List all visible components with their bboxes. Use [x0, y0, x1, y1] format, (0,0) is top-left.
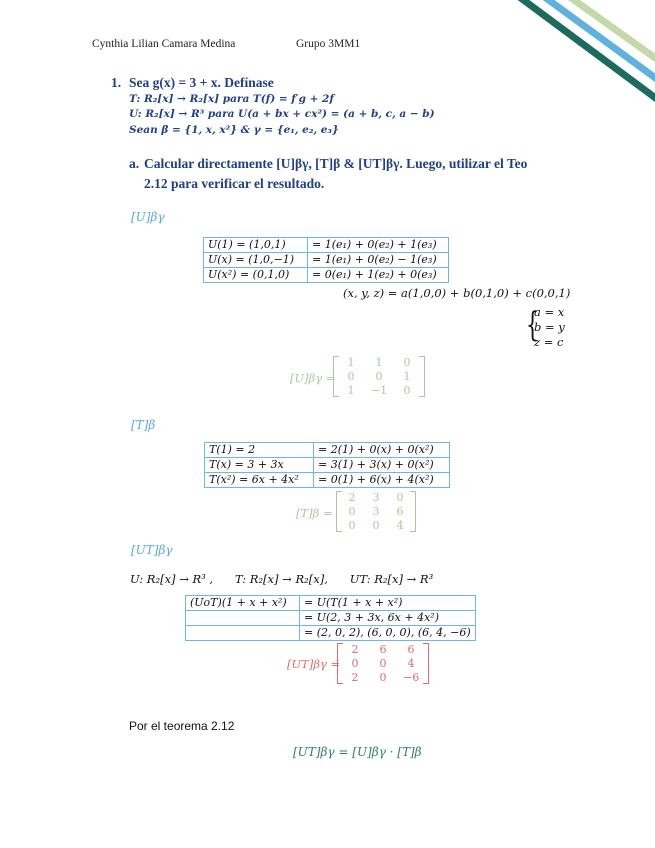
- table-cell: = 1(e₁) + 0(e₂) − 1(e₃): [308, 253, 449, 268]
- matrix-entry: 3: [372, 505, 380, 518]
- part-a-label: a.: [129, 156, 140, 171]
- matrix-T-label: [T]β =: [296, 506, 333, 520]
- section-UT-heading: [UT]βγ: [131, 543, 173, 557]
- matrix-entry: 4: [407, 657, 415, 670]
- matrix-UT-label: [UT]βγ =: [287, 657, 341, 671]
- table-cell: T(x) = 3 + 3x: [205, 458, 314, 473]
- matrix-entry: 3: [372, 491, 380, 504]
- system-eq-1: a = x: [534, 305, 565, 319]
- table-cell: U(x) = (1,0,−1): [204, 253, 308, 268]
- table-cell: = 0(1) + 6(x) + 4(x²): [314, 473, 450, 488]
- definition-bases: Sean β = {1, x, x²} & γ = {e₁, e₂, e₃}: [129, 124, 339, 136]
- matrix-UT: [337, 643, 429, 684]
- section-T-heading: [T]β: [131, 418, 156, 432]
- matrix-entry: 0: [379, 671, 387, 684]
- section-U-heading: [U]βγ: [131, 210, 165, 224]
- T-images-table: [204, 442, 450, 488]
- matrix-entry: 2: [348, 491, 356, 504]
- brace-icon: {: [526, 305, 539, 345]
- table-cell: = (2, 0, 2), (6, 0, 0), (6, 4, −6): [300, 626, 476, 641]
- matrix-entry: 0: [347, 370, 355, 383]
- table-cell: [186, 626, 300, 641]
- matrix-entry: 0: [396, 491, 404, 504]
- problem-number: 1.: [111, 75, 122, 90]
- system-eq-3: z = c: [534, 335, 564, 349]
- matrix-entry: 6: [379, 643, 387, 656]
- matrix-entry: 4: [396, 519, 404, 532]
- matrix-entry: 1: [375, 356, 383, 369]
- theorem-equation: [UT]βγ = [U]βγ · [T]β: [293, 745, 422, 759]
- matrix-entry: 0: [375, 370, 383, 383]
- UT-composition-table: [185, 595, 476, 641]
- table-cell: = 3(1) + 3(x) + 0(x²): [314, 458, 450, 473]
- table-row: [186, 626, 476, 641]
- problem-statement: Sea g(x) = 3 + x. Defínase: [129, 75, 274, 90]
- table-row: [204, 253, 449, 268]
- matrix-U-label: [U]βγ =: [290, 371, 336, 385]
- table-cell: = 0(e₁) + 1(e₂) + 0(e₃): [308, 268, 449, 283]
- part-a-text-line2: 2.12 para verificar el resultado.: [144, 176, 325, 191]
- matrix-entry: 2: [351, 671, 359, 684]
- table-cell: (UoT)(1 + x + x²): [186, 596, 300, 611]
- system-eq-2: b = y: [534, 320, 565, 334]
- table-cell: = U(T(1 + x + x²): [300, 596, 476, 611]
- matrix-entry: 0: [403, 384, 411, 397]
- U-images-table: [203, 237, 449, 283]
- matrix-entry: 2: [351, 643, 359, 656]
- linear-combination: (x, y, z) = a(1,0,0) + b(0,1,0) + c(0,0,1): [343, 286, 571, 300]
- matrix-entry: 1: [403, 370, 411, 383]
- table-row: [205, 443, 450, 458]
- definition-U: U: R₂[x] → R³ para U(a + bx + cx²) = (a + b, c, a − b): [129, 108, 435, 120]
- theorem-intro: Por el teorema 2.12: [129, 719, 235, 733]
- table-cell: [186, 611, 300, 626]
- matrix-U: [333, 356, 425, 397]
- matrix-entry: 0: [403, 356, 411, 369]
- matrix-entry: −6: [403, 671, 420, 684]
- table-cell: = 1(e₁) + 0(e₂) + 1(e₃): [308, 238, 449, 253]
- matrix-T: [336, 491, 416, 532]
- matrix-entry: 1: [347, 384, 355, 397]
- table-row: [205, 458, 450, 473]
- maps-line: U: R₂[x] → R³ , T: R₂[x] → R₂[x], UT: R₂[x] → R³: [130, 572, 434, 586]
- matrix-entry: 0: [348, 519, 356, 532]
- definition-T: T: R₂[x] → R₂[x] para T(f) = f′g + 2f: [129, 93, 334, 105]
- author-name: Cynthia Lilian Camara Medina: [92, 38, 236, 50]
- group-label: Grupo 3MM1: [296, 38, 361, 50]
- matrix-entry: 0: [372, 519, 380, 532]
- table-cell: T(1) = 2: [205, 443, 314, 458]
- matrix-entry: −1: [371, 384, 388, 397]
- table-cell: = U(2, 3 + 3x, 6x + 4x²): [300, 611, 476, 626]
- table-row: [205, 473, 450, 488]
- matrix-entry: 1: [347, 356, 355, 369]
- matrix-entry: 6: [396, 505, 404, 518]
- table-cell: U(1) = (1,0,1): [204, 238, 308, 253]
- matrix-entry: 0: [351, 657, 359, 670]
- table-row: [204, 268, 449, 283]
- matrix-entry: 0: [379, 657, 387, 670]
- part-a-text-line1: Calcular directamente [U]βγ, [T]β & [UT]βγ. Luego, utilizar el Teo: [144, 156, 528, 171]
- table-row: [186, 611, 476, 626]
- table-row: [204, 238, 449, 253]
- table-cell: = 2(1) + 0(x) + 0(x²): [314, 443, 450, 458]
- matrix-entry: 6: [407, 643, 415, 656]
- corner-stripes-decoration: [480, 0, 655, 110]
- table-cell: T(x²) = 6x + 4x²: [205, 473, 314, 488]
- matrix-entry: 0: [348, 505, 356, 518]
- table-row: [186, 596, 476, 611]
- table-cell: U(x²) = (0,1,0): [204, 268, 308, 283]
